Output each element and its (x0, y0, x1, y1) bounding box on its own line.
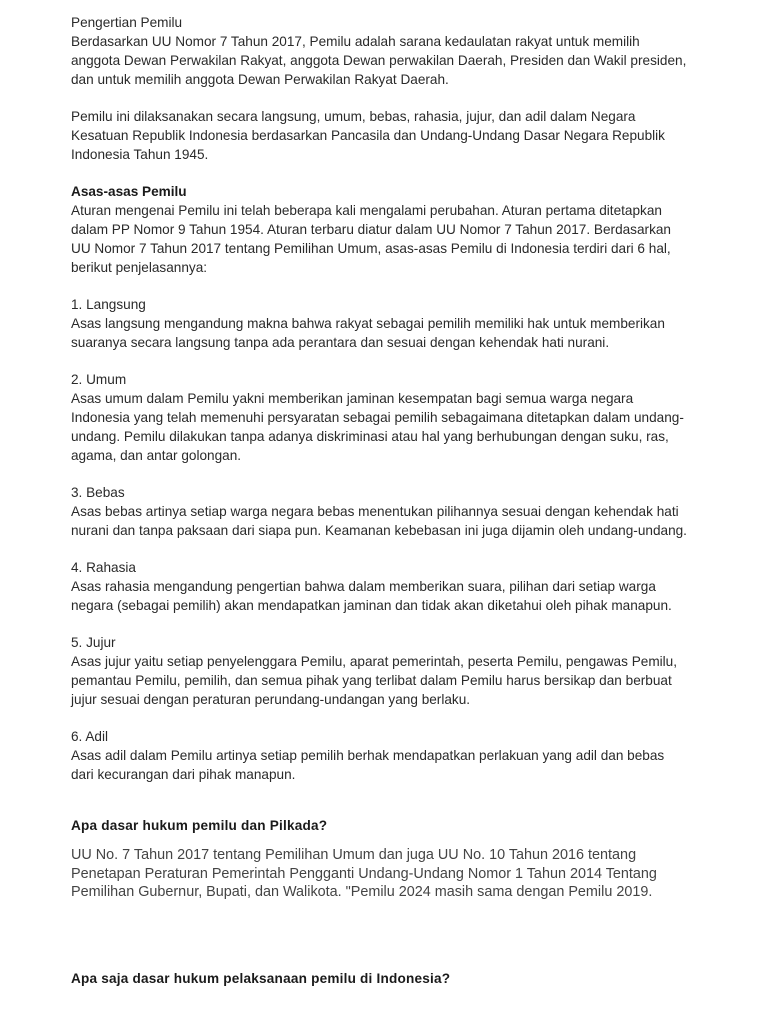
asas-item-langsung (71, 295, 711, 352)
paragraph-2 (71, 107, 711, 164)
intro-section (71, 13, 711, 89)
asas-item-title: 2. Umum (71, 372, 127, 387)
asas-item-line: agama, dan antar golongan. (71, 448, 242, 463)
faq-question: Apa dasar hukum pemilu dan Pilkada? (71, 818, 328, 833)
faq-question: Apa saja dasar hukum pelaksanaan pemilu di Indonesia? (71, 971, 451, 986)
asas-item-jujur (71, 633, 711, 709)
paragraph-line: Indonesia Tahun 1945. (71, 147, 209, 162)
asas-section (71, 182, 711, 277)
paragraph-line: Kesatuan Republik Indonesia berdasarkan Pancasila dan Undang-Undang Dasar Negara Republik (71, 128, 665, 143)
asas-item-title: 1. Langsung (71, 297, 146, 312)
intro-line: anggota Dewan Perwakilan Rakyat, anggota Dewan perwakilan Daerah, Presiden dan Wakil presiden, (71, 53, 687, 68)
asas-line: dalam PP Nomor 9 Tahun 1954. Aturan terbaru diatur dalam UU Nomor 7 Tahun 2017. Berdasarkan (71, 222, 671, 237)
asas-item-title: 4. Rahasia (71, 560, 136, 575)
asas-item-line: pemantau Pemilu, pemilih, dan semua pihak yang terlibat dalam Pemilu harus bersikap dan berbuat (71, 673, 672, 688)
asas-line: berikut penjelasannya: (71, 260, 208, 275)
intro-line: Berdasarkan UU Nomor 7 Tahun 2017, Pemilu adalah sarana kedaulatan rakyat untuk memilih (71, 34, 640, 49)
asas-heading: Asas-asas Pemilu (71, 184, 187, 199)
asas-item-line: Asas langsung mengandung makna bahwa rakyat sebagai pemilih memiliki hak untuk memberikan (71, 316, 665, 331)
asas-item-line: nurani dan tanpa paksaan dari siapa pun. Keamanan kebebasan ini juga dijamin oleh undang-undang. (71, 523, 687, 538)
asas-item-line: dari kecurangan dari pihak manapun. (71, 767, 296, 782)
asas-item-title: 3. Bebas (71, 485, 125, 500)
asas-item-line: Asas adil dalam Pemilu artinya setiap pemilih berhak mendapatkan perlakuan yang adil dan bebas (71, 748, 665, 763)
asas-item-line: suaranya secara langsung tanpa ada perantara dan sesuai dengan kehendak hati nurani. (71, 335, 610, 350)
asas-item-title: 5. Jujur (71, 635, 116, 650)
faq-answer (71, 846, 711, 902)
asas-item-line: jujur sesuai dengan peraturan perundang-undangan yang berlaku. (71, 692, 471, 707)
paragraph-line: Pemilu ini dilaksanakan secara langsung, umum, bebas, rahasia, jujur, dan adil dalam Negara (71, 109, 636, 124)
asas-line: UU Nomor 7 Tahun 2017 tentang Pemilihan Umum, asas-asas Pemilu di Indonesia terdiri dari 6 hal, (71, 241, 671, 256)
asas-item-line: Asas bebas artinya setiap warga negara bebas menentukan pilihannya sesuai dengan kehendak hati (71, 504, 679, 519)
faq-answer-line: UU No. 7 Tahun 2017 tentang Pemilihan Umum dan juga UU No. 10 Tahun 2016 tentang (71, 847, 637, 863)
faq-answer-line: Penetapan Peraturan Pemerintah Pengganti Undang-Undang Nomor 1 Tahun 2014 Tentang (71, 865, 657, 882)
asas-item-umum (71, 370, 711, 465)
article-body (71, 13, 711, 986)
asas-item-line: Asas umum dalam Pemilu yakni memberikan jaminan kesempatan bagi semua warga negara (71, 391, 634, 406)
asas-item-adil (71, 727, 711, 784)
faq-answer-line: Pemilihan Gubernur, Bupati, dan Walikota. "Pemilu 2024 masih sama dengan Pemilu 2019. (71, 884, 653, 900)
asas-item-title: 6. Adil (71, 729, 109, 744)
asas-item-line: Asas rahasia mengandung pengertian bahwa dalam memberikan suara, pilihan dari setiap warga (71, 579, 656, 594)
intro-line: dan untuk memilih anggota Dewan Perwakilan Rakyat Daerah. (71, 72, 449, 87)
intro-title: Pengertian Pemilu (71, 15, 183, 30)
asas-line: Aturan mengenai Pemilu ini telah beberapa kali mengalami perubahan. Aturan pertama ditetapkan (71, 203, 662, 218)
asas-item-bebas (71, 483, 711, 540)
asas-item-line: Asas jujur yaitu setiap penyelenggara Pemilu, aparat pemerintah, peserta Pemilu, pengawas Pemilu, (71, 654, 678, 669)
asas-item-line: negara (sebagai pemilih) akan mendapatkan jaminan dan tidak akan diketahui oleh pihak manapun. (71, 598, 672, 613)
asas-item-rahasia (71, 558, 711, 615)
asas-item-line: Indonesia yang telah memenuhi persyaratan sebagai pemilih sebagaimana ditetapkan dalam undang- (71, 410, 684, 425)
asas-item-line: undang. Pemilu dilakukan tanpa adanya diskriminasi atau hal yang berhubungan dengan suku, ras, (71, 429, 669, 444)
